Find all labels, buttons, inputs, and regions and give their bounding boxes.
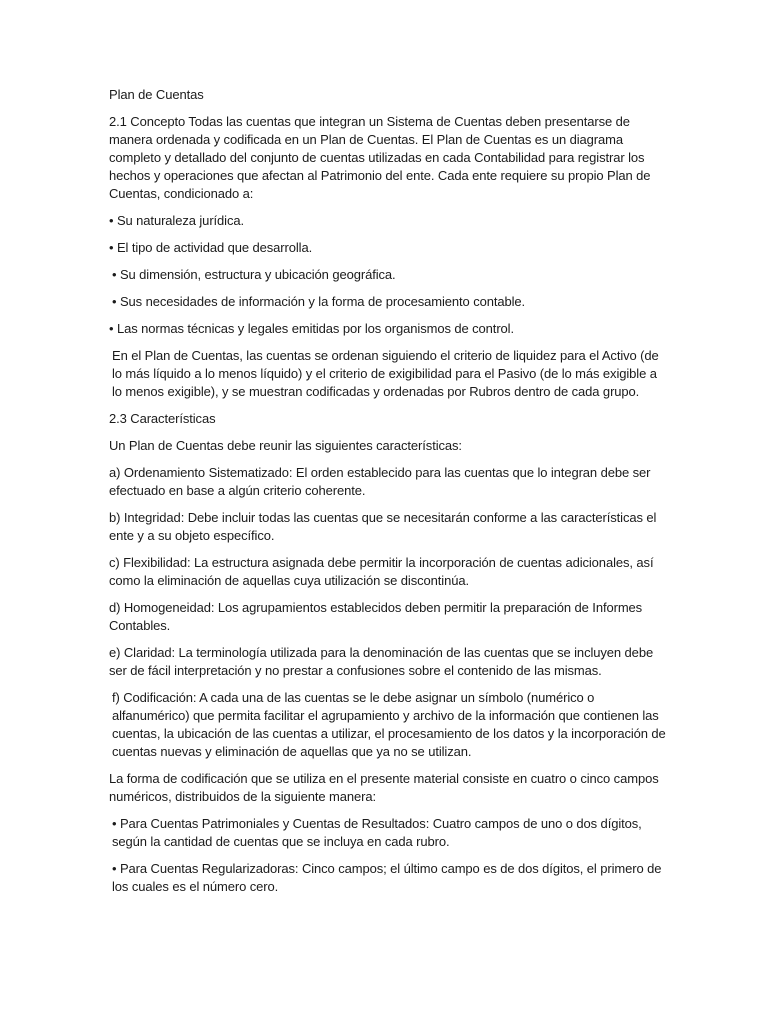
item-flexibilidad: c) Flexibilidad: La estructura asignada debe permitir la incorporación de cuentas adicionales, así como la eliminación de aquellas cuya utilización se discontinúa. <box>109 555 654 588</box>
item-claridad: e) Claridad: La terminología utilizada para la denominación de las cuentas que se incluyen debe ser de fácil interpretación y no prestar a confusiones sobre el contenido de las mismas. <box>109 645 654 678</box>
bullet-dimension: • Su dimensión, estructura y ubicación geográfica. <box>112 267 396 282</box>
document-title: Plan de Cuentas <box>109 87 204 102</box>
bullet-necesidades: • Sus necesidades de información y la forma de procesamiento contable. <box>112 294 526 309</box>
paragraph-concepto: 2.1 Concepto Todas las cuentas que integran un Sistema de Cuentas deben presentarse de manera ordenada y codificada en un Plan de Cuentas. El Plan de Cuentas es un diagrama completo y detallado del conjunto de cuentas utilizadas en cada Contabilidad para registrar los hechos y operaciones que afectan al Patrimonio del ente. Cada ente requiere su propio Plan de Cuentas, condicionado a: <box>109 114 651 201</box>
document-body <box>109 86 669 905</box>
item-homogeneidad: d) Homogeneidad: Los agrupamientos establecidos deben permitir la preparación de Informes Contables. <box>109 600 643 633</box>
paragraph-orden: En el Plan de Cuentas, las cuentas se ordenan siguiendo el criterio de liquidez para el Activo (de lo más líquido a lo menos líquido) y el criterio de exigibilidad para el Pasivo (de lo más exigible a lo menos exigible), y se muestran codificadas y ordenadas por Rubros dentro de cada grupo. <box>112 348 659 399</box>
paragraph-intro-caracteristicas: Un Plan de Cuentas debe reunir las siguientes características: <box>109 438 462 453</box>
bullet-regularizadoras: • Para Cuentas Regularizadoras: Cinco campos; el último campo es de dos dígitos, el primero de los cuales es el número cero. <box>112 861 662 894</box>
paragraph-forma-codificacion: La forma de codificación que se utiliza en el presente material consiste en cuatro o cinco campos numéricos, distribuidos de la siguiente manera: <box>109 771 659 804</box>
item-ordenamiento: a) Ordenamiento Sistematizado: El orden establecido para las cuentas que lo integran debe ser efectuado en base a algún criterio coherente. <box>109 465 651 498</box>
bullet-normas: • Las normas técnicas y legales emitidas por los organismos de control. <box>109 321 514 336</box>
bullet-patrimoniales: • Para Cuentas Patrimoniales y Cuentas de Resultados: Cuatro campos de uno o dos dígitos, según la cantidad de cuentas que se incluya en cada rubro. <box>112 816 642 849</box>
item-integridad: b) Integridad: Debe incluir todas las cuentas que se necesitarán conforme a las características el ente y a su objeto específico. <box>109 510 657 543</box>
section-heading-caracteristicas: 2.3 Características <box>109 411 216 426</box>
bullet-naturaleza: • Su naturaleza jurídica. <box>109 213 245 228</box>
bullet-tipo-actividad: • El tipo de actividad que desarrolla. <box>109 240 313 255</box>
item-codificacion: f) Codificación: A cada una de las cuentas se le debe asignar un símbolo (numérico o alfanumérico) que permita facilitar el agrupamiento y archivo de la información que contienen las cuentas, la ubicación de las cuentas a utilizar, el procesamiento de los datos y la incorporación de cuentas nuevas y eliminación de aquellas que ya no se utilizan. <box>112 690 666 759</box>
